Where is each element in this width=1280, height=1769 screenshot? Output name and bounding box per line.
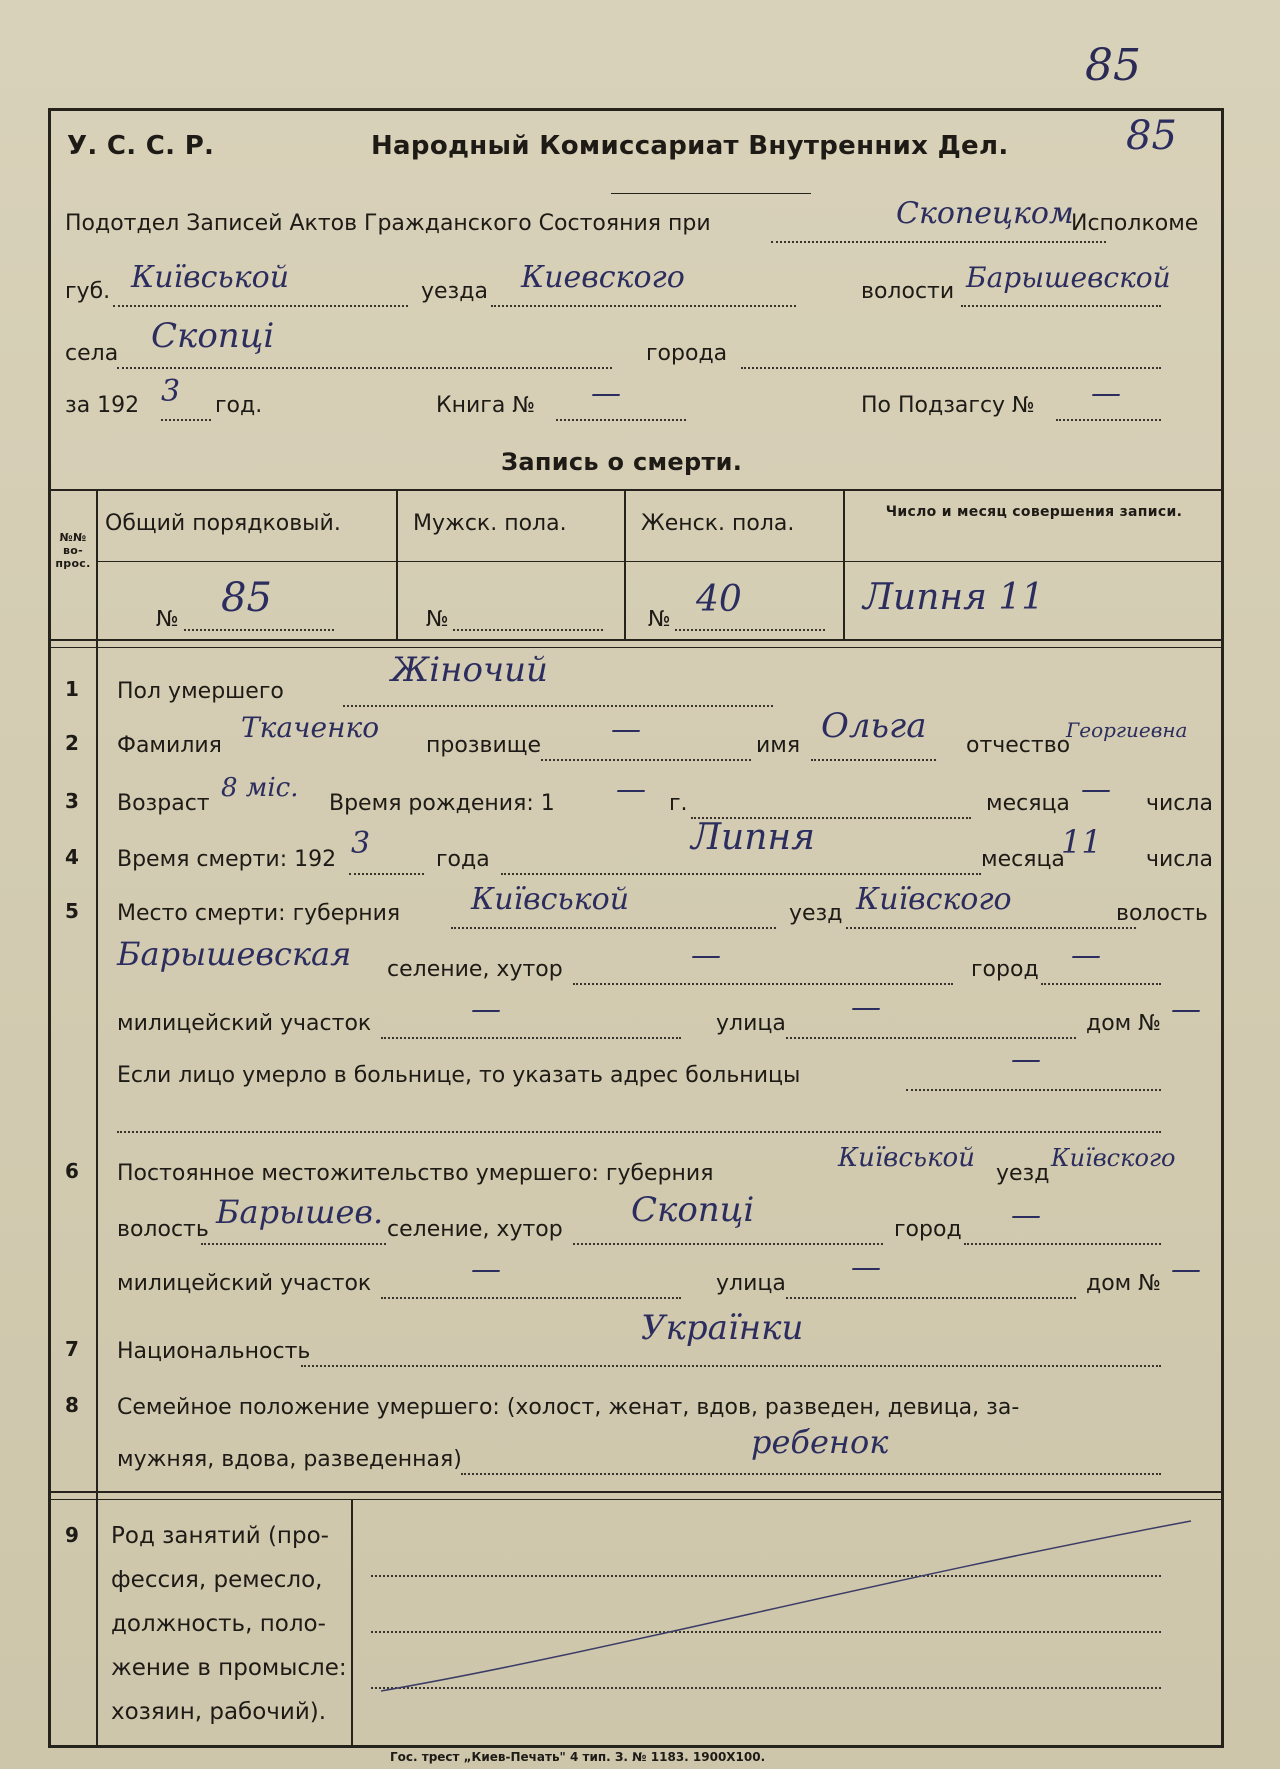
year-line [161,419,211,421]
residence-militia-line [381,1297,681,1299]
female-line [675,629,825,631]
gub-label: губ. [65,279,111,304]
residence-militia-label: милицейский участок [117,1271,372,1296]
residence-volost-label: волость [117,1217,209,1242]
residence-house-label: дом № [1086,1271,1162,1296]
residence-volost-line [201,1243,386,1245]
birth-label: Время рождения: 1 [329,791,555,816]
surname-value: Ткаченко [241,711,380,744]
death-month-line [501,873,981,875]
residence-street-line [786,1297,1076,1299]
death-militia-label: милицейский участок [117,1011,372,1036]
gub-line [113,305,408,307]
death-uezd-line [846,927,1136,929]
death-selenie-label: селение, хутор [387,957,563,982]
age-label: Возраст [117,791,210,816]
subdepartment-line [771,241,1106,243]
death-uezd-value: Київского [856,882,1012,917]
death-gub-line [451,927,776,929]
hospital-label: Если лицо умерло в больнице, то указать адрес больницы [117,1063,801,1088]
death-house-label: дом № [1086,1011,1162,1036]
marital-line [461,1473,1161,1475]
death-uezd-label: уезд [789,901,843,926]
residence-label: Постоянное местожительство умершего: губерния [117,1161,714,1186]
death-selenie-line [573,983,953,985]
female-value: 40 [696,579,742,620]
residence-selenie-label: селение, хутор [387,1217,563,1242]
selo-value: Скопці [151,316,275,356]
female-no-label: № [648,607,671,632]
marital-value: ребенок [751,1423,889,1461]
republic-title: У. С. С. Р. [67,131,215,161]
table-bottom-border [51,639,1221,641]
death-house-value: — [1171,992,1201,1027]
sex-value: Жіночий [391,650,548,690]
age-value: 8 міс. [221,773,299,803]
year-suffix: год. [215,393,263,418]
volost-line [961,305,1161,307]
residence-house-value: — [1171,1252,1201,1287]
occupation-top-border-2 [51,1499,1221,1500]
marital-label-line1: Семейное положение умершего: (холост, женат, вдов, разведен, девица, за- [117,1395,1020,1420]
date-value: Липня 11 [863,577,1045,618]
name-label: имя [756,733,801,758]
selo-line [117,367,612,369]
occupation-line-3: должность, поло- [111,1611,326,1637]
uezd-label: уезда [421,279,488,304]
death-month-label: месяца [981,847,1065,872]
nationality-value: Українки [641,1308,804,1348]
col-female-header: Женск. пола. [641,511,795,536]
occupation-line-1: Род занятий (про- [111,1523,329,1549]
table-top-border [51,489,1221,491]
section-divider [51,647,1221,648]
death-street-value: — [851,990,881,1025]
col-num-header: №№ во- прос. [55,531,91,570]
residence-uezd-value: Київского [1051,1144,1176,1172]
birth-year-value: — [616,772,646,807]
row-number-6: 6 [65,1159,79,1183]
col-male-header: Мужск. пола. [413,511,567,536]
row-number-3: 3 [65,789,79,813]
male-no-label: № [426,607,449,632]
uezd-value: Киевского [521,260,685,295]
subreg-line [1056,419,1161,421]
occupation-line-4: жение в промысле: [111,1655,347,1681]
residence-selenie-value: Скопці [631,1190,755,1230]
col-date-header: Число и месяц совершения записи. [885,504,1183,520]
death-time-label: Время смерти: 192 [117,847,337,872]
death-street-label: улица [716,1011,786,1036]
sex-label: Пол умершего [117,679,284,704]
nickname-label: прозвище [426,733,542,758]
residence-street-value: — [851,1250,881,1285]
col-divider-4 [843,489,845,639]
record-number: 85 [1126,113,1177,159]
row-number-5: 5 [65,899,79,923]
birth-month-label: месяца [986,791,1070,816]
patronymic-label: отчество [966,733,1071,758]
birth-day-label: числа [1146,791,1213,816]
hospital-line [906,1089,1161,1091]
row-number-1: 1 [65,677,79,701]
gorod-line [741,367,1161,369]
death-day-label: числа [1146,847,1213,872]
residence-gorod-label: город [894,1217,962,1242]
total-line [184,629,334,631]
table-header-divider [96,561,1221,562]
birth-month-value: — [1081,772,1111,807]
death-volost-label: волость [1116,901,1208,926]
row-number-2: 2 [65,731,79,755]
death-gorod-label: город [971,957,1039,982]
year-prefix: за 192 [65,393,140,418]
death-place-label: Место смерти: губерния [117,901,401,926]
residence-militia-value: — [471,1252,501,1287]
print-footer: Гос. трест „Киев-Печать" 4 тип. З. № 1183. 1900Х100. [390,1750,766,1764]
subdepartment-label: Подотдел Записей Актов Гражданского Состояния при [65,211,711,236]
death-street-line [786,1037,1076,1039]
occupation-top-border [51,1491,1221,1493]
subdepartment-value: Скопецком [896,196,1074,231]
selo-label: села [65,341,119,366]
gorod-label: города [646,341,728,366]
residence-selenie-line [573,1243,883,1245]
year-value: 3 [161,374,181,409]
total-value: 85 [221,575,272,621]
row-number-8: 8 [65,1393,79,1417]
residence-street-label: улица [716,1271,786,1296]
death-gorod-line [1041,983,1161,985]
death-goda-label: года [436,847,490,872]
death-volost-value: Барышевская [117,935,352,973]
gub-value: Київськой [131,260,290,295]
death-militia-line [381,1037,681,1039]
record-title: Запись о смерти. [501,448,743,476]
residence-gorod-line [964,1243,1161,1245]
male-line [453,629,603,631]
col-total-header: Общий порядковый. [105,511,341,536]
occupation-line-5: хозяин, рабочий). [111,1699,327,1725]
row-number-4: 4 [65,845,79,869]
marital-label-line2: мужняя, вдова, разведенная) [117,1447,462,1472]
executive-label: Исполкоме [1071,211,1199,236]
death-day-value: 11 [1061,823,1102,861]
surname-label: Фамилия [117,733,222,758]
volost-value: Барышевской [966,261,1171,294]
book-label: Книга № [436,393,536,418]
header-divider [611,193,811,194]
death-year-line [349,873,424,875]
ministry-title: Народный Комиссариат Внутренних Дел. [371,131,1009,161]
nationality-line [301,1365,1161,1367]
total-no-label: № [156,607,179,632]
col-divider-3 [624,489,626,639]
row-number-9: 9 [65,1523,79,1547]
death-gub-value: Київськой [471,882,630,917]
subreg-value: — [1091,376,1121,411]
occupation-line-2: фессия, ремесло, [111,1567,323,1593]
subreg-label: По Подзагсу № [861,393,1035,418]
nickname-value: — [611,712,641,747]
row-number-7: 7 [65,1337,79,1361]
form-frame [48,108,1224,1748]
residence-uezd-label: уезд [996,1161,1050,1186]
name-line [811,759,936,761]
patronymic-value: Георгиевна [1066,718,1188,742]
residence-gorod-value: — [1011,1198,1041,1233]
hospital-line-2 [117,1131,1161,1133]
book-value: — [591,376,621,411]
book-line [556,419,686,421]
death-militia-value: — [471,992,501,1027]
uezd-line [491,305,796,307]
death-year-value: 3 [351,826,371,861]
nickname-line [541,759,751,761]
death-selenie-value: — [691,938,721,973]
death-gorod-value: — [1071,938,1101,973]
col-divider-2 [396,489,398,639]
nationality-label: Национальность [117,1339,311,1364]
corner-number: 85 [1085,40,1141,91]
hospital-value: — [1011,1042,1041,1077]
col-divider-1 [96,489,98,1745]
name-value: Ольга [821,706,927,746]
residence-gub-value: Київськой [838,1143,975,1173]
volost-label: волости [861,279,955,304]
residence-volost-value: Барышев. [216,1193,384,1231]
death-month-value: Липня [691,817,815,858]
cross-out-stroke [351,1501,1211,1741]
sex-line [343,705,773,707]
birth-g-label: г. [669,791,688,816]
